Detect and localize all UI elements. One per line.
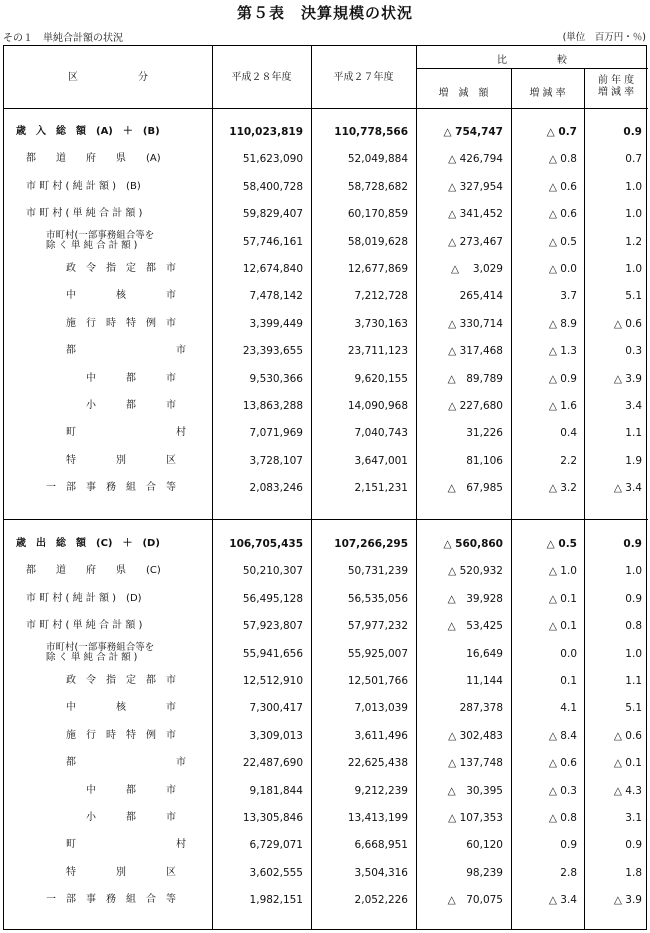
row-label: 中 都 市 xyxy=(86,372,176,384)
value-change: △ 70,075 xyxy=(447,894,503,907)
value-prev-rate: 0.9 xyxy=(623,126,642,138)
value-change: 31,226 xyxy=(466,427,503,440)
table-row xyxy=(4,859,648,887)
value-change: △ 30,395 xyxy=(447,784,503,797)
value-fy28: 2,083,246 xyxy=(249,482,303,495)
value-change: △ 426,794 xyxy=(448,153,503,166)
value-prev-rate: 1.1 xyxy=(625,427,642,440)
value-change: △ 137,748 xyxy=(448,757,503,770)
value-prev-rate: 1.2 xyxy=(625,235,642,248)
value-fy28: 50,210,307 xyxy=(242,565,303,578)
data-table xyxy=(3,45,647,930)
value-rate: 4.1 xyxy=(560,702,577,715)
value-change: △ 520,932 xyxy=(448,565,503,578)
value-fy28: 55,941,656 xyxy=(242,647,303,660)
value-fy27: 3,504,316 xyxy=(354,866,408,879)
value-fy28: 3,728,107 xyxy=(249,454,303,467)
value-rate: △ 0.8 xyxy=(548,153,577,166)
value-fy27: 50,731,239 xyxy=(347,565,408,578)
row-label: 政 令 指 定 都 市 xyxy=(66,675,176,686)
table-row xyxy=(4,530,648,558)
table-row xyxy=(4,667,648,695)
table-row xyxy=(4,694,648,722)
row-label: 都 市 xyxy=(66,345,186,357)
value-prev-rate: △ 0.6 xyxy=(613,317,642,330)
section-divider xyxy=(4,519,648,520)
value-fy28: 6,729,071 xyxy=(249,839,303,852)
value-rate: △ 0.0 xyxy=(548,263,577,275)
value-rate: 0.1 xyxy=(560,675,577,687)
value-rate: 2.2 xyxy=(560,454,577,467)
value-fy28: 59,829,407 xyxy=(242,208,303,221)
value-rate: △ 8.4 xyxy=(548,729,577,742)
row-label: 政 令 指 定 都 市 xyxy=(66,263,176,274)
value-rate: 0.0 xyxy=(560,647,577,660)
value-change: △ 754,747 xyxy=(443,126,503,138)
value-prev-rate: 3.1 xyxy=(625,812,642,824)
value-fy28: 13,863,288 xyxy=(242,400,303,412)
row-label: 町 村 xyxy=(66,427,186,439)
value-rate: △ 0.5 xyxy=(546,538,577,550)
value-fy28: 12,674,840 xyxy=(242,263,303,275)
value-prev-rate: 1.1 xyxy=(625,675,642,687)
table-row xyxy=(4,804,648,832)
table-row xyxy=(4,474,648,502)
row-label: 市 町 村 ( 純 計 額 ) (D) xyxy=(26,592,142,604)
value-change: 16,649 xyxy=(466,647,503,660)
value-fy28: 3,399,449 xyxy=(249,317,303,330)
value-fy27: 57,977,232 xyxy=(347,620,408,633)
value-prev-rate: △ 0.6 xyxy=(613,729,642,742)
value-change: 287,378 xyxy=(459,702,503,715)
value-prev-rate: 0.9 xyxy=(623,538,642,550)
value-fy27: 52,049,884 xyxy=(347,153,408,166)
value-prev-rate: 1.0 xyxy=(625,647,642,660)
row-label: 市町村(一部事務組合等を 除 く 単 純 合 計 額 ) xyxy=(46,641,155,663)
value-fy27: 7,040,743 xyxy=(354,427,408,440)
value-change: △ 67,985 xyxy=(447,482,503,495)
header-fy27: 平成２７年度 xyxy=(333,72,394,83)
value-rate: 3.7 xyxy=(560,290,577,303)
value-rate: △ 0.7 xyxy=(546,126,577,138)
table-row xyxy=(4,640,648,668)
value-change: △ 327,954 xyxy=(448,180,503,193)
value-rate: △ 0.3 xyxy=(548,784,577,797)
header-compare: 比 較 xyxy=(497,55,567,66)
unit-label: (単位 百万円・％) xyxy=(562,32,646,43)
value-rate: 2.8 xyxy=(560,866,577,879)
value-fy27: 22,625,438 xyxy=(347,757,408,770)
header-change: 増 減 額 xyxy=(438,88,489,99)
table-row xyxy=(4,365,648,393)
table-row xyxy=(4,612,648,640)
value-change: 81,106 xyxy=(466,454,503,467)
value-fy28: 7,300,417 xyxy=(249,702,303,715)
table-row xyxy=(4,447,648,475)
value-prev-rate: △ 3.9 xyxy=(613,372,642,385)
value-prev-rate: 5.1 xyxy=(625,702,642,715)
value-fy28: 7,478,142 xyxy=(249,290,303,303)
value-fy28: 1,982,151 xyxy=(249,894,303,907)
value-prev-rate: 5.1 xyxy=(625,290,642,303)
header-divider xyxy=(4,108,648,109)
page-title: 第５表 決算規模の状況 xyxy=(236,4,413,22)
value-fy28: 58,400,728 xyxy=(242,180,303,193)
value-change: △ 317,468 xyxy=(448,345,503,358)
table-row xyxy=(4,173,648,201)
value-change: △ 89,789 xyxy=(447,372,503,385)
row-divider xyxy=(416,68,648,69)
value-fy28: 110,023,819 xyxy=(229,126,303,138)
value-rate: △ 8.9 xyxy=(548,317,577,330)
table-row xyxy=(4,419,648,447)
row-label: 市 町 村 ( 単 純 合 計 額 ) xyxy=(26,208,143,220)
value-fy28: 57,923,807 xyxy=(242,620,303,633)
table-row xyxy=(4,310,648,338)
value-prev-rate: 1.0 xyxy=(625,565,642,578)
value-change: △ 39,928 xyxy=(447,592,503,605)
value-prev-rate: 0.8 xyxy=(625,620,642,633)
row-label: 都 道 府 県 (A) xyxy=(26,153,161,165)
value-change: △ 53,425 xyxy=(447,620,503,633)
value-fy27: 58,019,628 xyxy=(347,235,408,248)
value-fy27: 107,266,295 xyxy=(334,538,408,550)
value-fy27: 55,925,007 xyxy=(347,647,408,660)
value-fy27: 7,013,039 xyxy=(354,702,408,715)
table-row xyxy=(4,228,648,256)
row-label: 市 町 村 ( 単 純 合 計 額 ) xyxy=(26,620,143,632)
table-row xyxy=(4,585,648,613)
table-row xyxy=(4,557,648,585)
table-row xyxy=(4,392,648,420)
row-label: 都 道 府 県 (C) xyxy=(26,565,161,577)
value-rate: △ 0.1 xyxy=(548,592,577,605)
value-prev-rate: △ 3.9 xyxy=(613,894,642,907)
row-label: 歳 出 総 額 (C) ＋ (D) xyxy=(16,538,160,549)
row-label: 特 別 区 xyxy=(66,866,176,878)
value-fy27: 6,668,951 xyxy=(354,839,408,852)
value-rate: △ 0.6 xyxy=(548,757,577,770)
header-fy28: 平成２８年度 xyxy=(231,72,292,83)
value-fy28: 106,705,435 xyxy=(229,538,303,550)
row-label: 都 市 xyxy=(66,757,186,769)
value-change: 98,239 xyxy=(466,866,503,879)
value-fy28: 12,512,910 xyxy=(242,675,303,687)
value-fy28: 22,487,690 xyxy=(242,757,303,770)
value-prev-rate: 1.0 xyxy=(625,180,642,193)
value-fy27: 2,151,231 xyxy=(354,482,408,495)
table-row xyxy=(4,831,648,859)
row-label: 特 別 区 xyxy=(66,454,176,466)
table-row xyxy=(4,118,648,146)
value-fy27: 3,611,496 xyxy=(354,729,408,742)
value-rate: △ 0.6 xyxy=(548,208,577,221)
value-fy28: 13,305,846 xyxy=(242,812,303,824)
value-prev-rate: 0.3 xyxy=(625,345,642,358)
row-label: 中 都 市 xyxy=(86,784,176,796)
value-fy27: 60,170,859 xyxy=(347,208,408,221)
value-fy28: 23,393,655 xyxy=(242,345,303,358)
value-change: 265,414 xyxy=(459,290,503,303)
value-prev-rate: △ 0.1 xyxy=(613,757,642,770)
table-row xyxy=(4,777,648,805)
table-row xyxy=(4,255,648,283)
value-fy27: 14,090,968 xyxy=(347,400,408,412)
value-prev-rate: 3.4 xyxy=(625,400,642,412)
value-fy28: 3,602,555 xyxy=(249,866,303,879)
row-label: 小 都 市 xyxy=(86,400,176,411)
value-rate: △ 1.0 xyxy=(548,565,577,578)
table-row xyxy=(4,749,648,777)
table-row xyxy=(4,337,648,365)
value-rate: △ 0.1 xyxy=(548,620,577,633)
row-label: 施 行 時 特 例 市 xyxy=(66,729,176,741)
row-label: 一 部 事 務 組 合 等 xyxy=(46,894,176,906)
table-subtitle: その１ 単純合計額の状況 xyxy=(3,33,123,44)
value-fy27: 9,212,239 xyxy=(354,784,408,797)
value-rate: △ 0.5 xyxy=(548,235,577,248)
value-fy28: 9,181,844 xyxy=(249,784,303,797)
value-prev-rate: 1.0 xyxy=(625,263,642,275)
table-row xyxy=(4,200,648,228)
row-label: 町 村 xyxy=(66,839,186,851)
value-change: △ 341,452 xyxy=(448,208,503,221)
table-row xyxy=(4,282,648,310)
value-fy28: 57,746,161 xyxy=(242,235,303,248)
value-rate: △ 0.8 xyxy=(548,812,577,824)
value-fy27: 23,711,123 xyxy=(347,345,408,358)
value-fy27: 2,052,226 xyxy=(354,894,408,907)
value-prev-rate: 0.9 xyxy=(625,839,642,852)
value-prev-rate: 1.9 xyxy=(625,454,642,467)
row-label: 中 核 市 xyxy=(66,702,176,714)
value-fy27: 3,730,163 xyxy=(354,317,408,330)
value-prev-rate: 1.8 xyxy=(625,866,642,879)
table-row xyxy=(4,145,648,173)
row-label: 小 都 市 xyxy=(86,812,176,823)
value-rate: △ 3.2 xyxy=(548,482,577,495)
value-change: △ 107,353 xyxy=(448,812,503,824)
value-prev-rate: 0.7 xyxy=(625,153,642,166)
value-change: △ 560,860 xyxy=(443,538,503,550)
value-change: 60,120 xyxy=(466,839,503,852)
value-change: △ 302,483 xyxy=(448,729,503,742)
value-rate: △ 0.9 xyxy=(548,372,577,385)
value-fy28: 56,495,128 xyxy=(242,592,303,605)
value-fy27: 12,501,766 xyxy=(347,675,408,687)
value-change: 11,144 xyxy=(466,675,503,687)
row-label: 施 行 時 特 例 市 xyxy=(66,317,176,329)
row-label: 中 核 市 xyxy=(66,290,176,302)
value-fy28: 51,623,090 xyxy=(242,153,303,166)
value-change: △ 227,680 xyxy=(448,400,503,412)
table-row xyxy=(4,722,648,750)
value-rate: 0.4 xyxy=(560,427,577,440)
value-fy27: 7,212,728 xyxy=(354,290,408,303)
value-fy27: 12,677,869 xyxy=(347,263,408,275)
value-fy28: 9,530,366 xyxy=(249,372,303,385)
header-prev-rate: 前 年 度 増 減 率 xyxy=(597,75,635,98)
value-fy27: 56,535,056 xyxy=(347,592,408,605)
value-change: △ 330,714 xyxy=(448,317,503,330)
value-fy27: 58,728,682 xyxy=(347,180,408,193)
row-label: 歳 入 総 額 (A) ＋ (B) xyxy=(16,126,160,137)
value-prev-rate: △ 4.3 xyxy=(613,784,642,797)
value-prev-rate: △ 3.4 xyxy=(613,482,642,495)
row-label: 市町村(一部事務組合等を 除 く 単 純 合 計 額 ) xyxy=(46,229,155,251)
value-rate: △ 1.3 xyxy=(548,345,577,358)
value-fy27: 9,620,155 xyxy=(354,372,408,385)
row-label: 市 町 村 ( 純 計 額 ) (B) xyxy=(26,180,141,192)
table-row xyxy=(4,886,648,914)
value-fy28: 3,309,013 xyxy=(249,729,303,742)
value-fy27: 13,413,199 xyxy=(347,812,408,824)
value-fy27: 3,647,001 xyxy=(354,454,408,467)
header-category: 区 分 xyxy=(68,72,148,83)
value-fy27: 110,778,566 xyxy=(334,126,408,138)
value-rate: △ 0.6 xyxy=(548,180,577,193)
value-rate: 0.9 xyxy=(560,839,577,852)
row-label: 一 部 事 務 組 合 等 xyxy=(46,482,176,494)
header-rate: 増 減 率 xyxy=(529,88,566,99)
value-rate: △ 1.6 xyxy=(548,400,577,412)
value-prev-rate: 0.9 xyxy=(625,592,642,605)
value-change: △ 3,029 xyxy=(451,263,503,275)
value-rate: △ 3.4 xyxy=(548,894,577,907)
value-fy28: 7,071,969 xyxy=(249,427,303,440)
value-change: △ 273,467 xyxy=(448,235,503,248)
value-prev-rate: 1.0 xyxy=(625,208,642,221)
